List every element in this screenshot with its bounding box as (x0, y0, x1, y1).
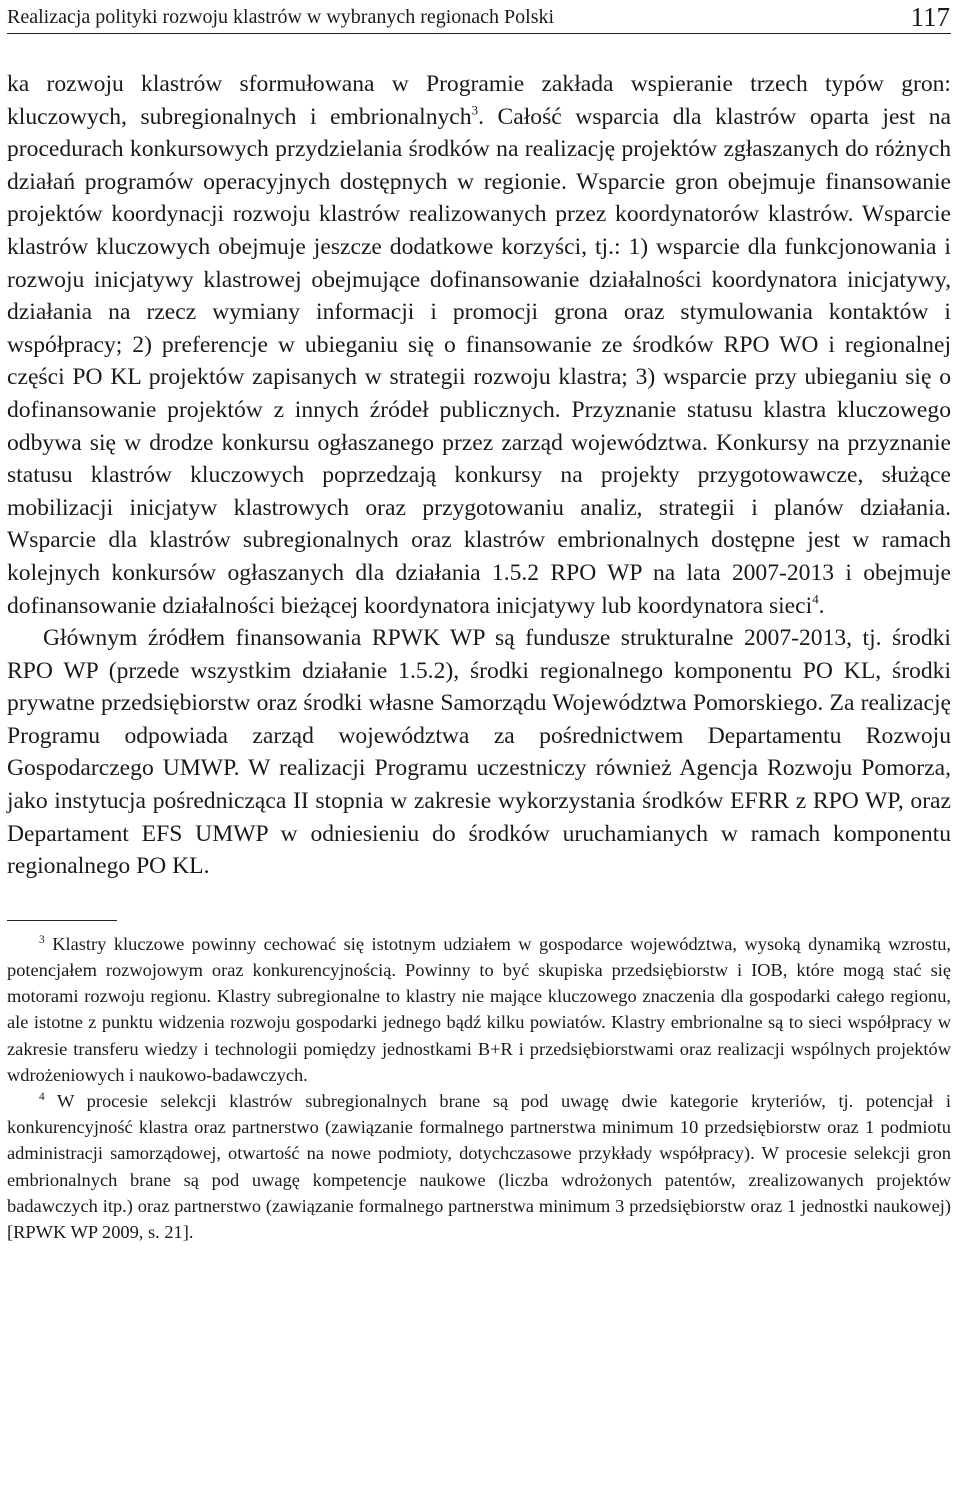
page-number: 117 (910, 2, 950, 32)
footnote-separator (7, 920, 117, 921)
paragraph-1 (7, 68, 951, 622)
running-header (7, 0, 951, 34)
paragraph-1-part-b: . Całość wsparcia dla klastrów oparta jest na procedurach konkursowych przydzielania środków na realizację projektów zgłaszanych do różnych działań programów operacyjnych dostępnych w regionie. Wsparcie gron obejmuje finansowanie projektów koordynacji rozwoju klastrów realizowanych przez koordynatorów klastrów. Wsparcie klastrów kluczowych obejmuje jeszcze dodatkowe korzyści, tj.: 1) wsparcie dla funkcjonowania i rozwoju inicjatywy klastrowej obejmujące dofinansowanie działalności koordynatora inicjatywy, działania na rzecz wymiany informacji i promocji grona oraz stymulowania kontaktów i współpracy; 2) preferencje w ubieganiu się o finansowanie ze środków RPO WO i regionalnej części PO KL projektów zapisanych w strategii rozwoju klastra; 3) wsparcie przy ubieganiu się o dofinansowanie projektów z innych źródeł publicznych. Przyznanie statusu klastra kluczowego odbywa się w drodze konkursu ogłaszanego przez zarząd województwa. Konkursy na przyznanie statusu klastrów kluczowych poprzedzają konkursy na projekty przygotowawcze, służące mobilizacji inicjatyw klastrowych oraz przygotowaniu analiz, strategii i planów działania. Wsparcie dla klastrów subregionalnych oraz klastrów embrionalnych dostępne jest w ramach kolejnych konkursów ogłaszanych dla działania 1.5.2 RPO WP na lata 2007-2013 i obejmuje dofinansowanie działalności bieżącej koordynatora inicjatywy lub koordynatora sieci (7, 103, 951, 619)
footnote-ref-4[interactable]: 4 (812, 590, 819, 606)
footnote-3-text: Klastry kluczowe powinny cechować się istotnym udziałem w gospodarce województwa, wysoką dynamiką wzrostu, potencjałem rozwojowym oraz konkurencyjnością. Powinny to być skupiska przedsiębiorstw i IOB, które mogą stać się motorami rozwoju regionu. Klastry subregionalne to klastry nie mające kluczowego znaczenia dla gospodarki całego regionu, ale istotne z punktu widzenia rozwoju gospodarki jednego bądź kilku powiatów. Klastry embrionalne są to sieci współpracy w zakresie transferu wiedzy i technologii pomiędzy jednostkami B+R i przedsiębiorstwami oraz realizacji wspólnych projektów wdrożeniowych i naukowo-badawczych. (7, 933, 951, 1085)
footnote-3-mark: 3 (39, 934, 45, 946)
paragraph-1-part-c: . (818, 592, 825, 619)
paragraph-1-part-a: ka rozwoju klastrów sformułowana w Programie zakłada wspieranie trzech typów gron: kluczowych, subregionalnych i embrionalnych (7, 71, 951, 130)
footnote-3 (7, 931, 951, 1088)
footnote-4-text: W procesie selekcji klastrów subregionalnych brane są pod uwagę dwie kategorie kryteriów, tj. potencjał i konkurencyjność klastra oraz partnerstwo (zawiązanie formalnego partnerstwa minimum 10 przedsiębiorstw oraz 1 podmiotu administracji samorządowej, otwartość na nowe podmioty, dotychczasowe przykłady współpracy). W procesie selekcji gron embrionalnych brane są pod uwagę kompetencje naukowe (liczba wdrożonych patentów, zrealizowanych projektów badawczych itp.) oraz partnerstwo (zawiązanie formalnego partnerstwa minimum 3 przedsiębiorstw oraz 1 jednostki naukowej) [RPWK WP 2009, s. 21]. (7, 1091, 951, 1243)
footnote-ref-3[interactable]: 3 (471, 101, 479, 117)
footnote-4 (7, 1088, 951, 1245)
body-text (7, 68, 951, 883)
footnotes (7, 931, 951, 1245)
running-title: Realizacja polityki rozwoju klastrów w wybranych regionach Polski (7, 6, 555, 28)
footnote-4-mark: 4 (39, 1091, 45, 1104)
paragraph-2: Głównym źródłem finansowania RPWK WP są fundusze strukturalne 2007-2013, tj. środki RPO WP (przede wszystkim działanie 1.5.2), środki regionalnego komponentu PO KL, środki prywatne przedsiębiorstw oraz środki własne Samorządu Województwa Pomorskiego. Za realizację Programu odpowiada zarząd województwa za pośrednictwem Departamentu Rozwoju Gospodarczego UMWP. W realizacji Programu uczestniczy również Agencja Rozwoju Pomorza, jako instytucja pośrednicząca II stopnia w zakresie wykorzystania środków EFRR z RPO WP, oraz Departament EFS UMWP w odniesieniu do środków uruchamianych w ramach komponentu regionalnego PO KL. (7, 625, 951, 880)
